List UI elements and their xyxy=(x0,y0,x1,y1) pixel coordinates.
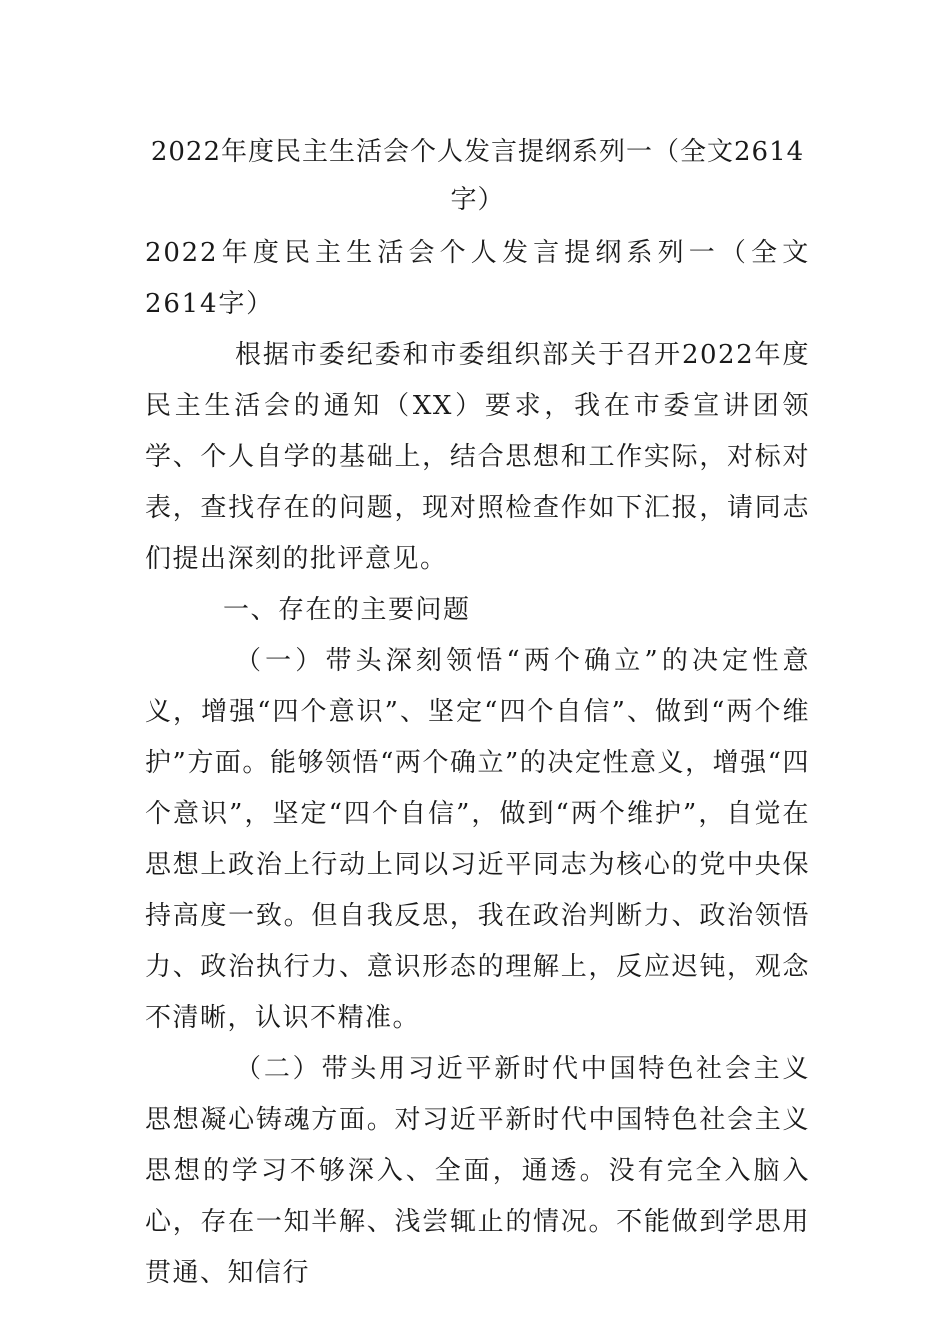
problem-item-2: （二）带头用习近平新时代中国特色社会主义思想凝心铸魂方面。对习近平新时代中国特色社会主义思想的学习不够深入、全面，通透。没有完全入脑入心，存在一知半解、浅尝辄止的情况。不能做到学思用贯通、知信行 xyxy=(145,1054,810,1288)
document-title: 2022年度民主生活会个人发言提纲系列一（全文2614字） xyxy=(150,137,805,215)
repeated-title: 2022年度民主生活会个人发言提纲系列一（全文 2614字） xyxy=(145,238,810,319)
section-heading-problems: 一、存在的主要问题 xyxy=(223,595,471,625)
document-body xyxy=(145,228,810,1299)
problem-item-1: （一）带头深刻领悟“两个确立”的决定性意义，增强“四个意识”、坚定“四个自信”、做到“两个维护”方面。能够领悟“两个确立”的决定性意义，增强“四个意识”，坚定“四个自信”，做到“两个维护”，自觉在思想上政治上行动上同以习近平同志为核心的党中央保持高度一致。但自我反思，我在政治判断力、政治领悟力、政治执行力、意识形态的理解上，反应迟钝，观念不清晰，认识不精准。 xyxy=(145,646,810,1033)
intro-paragraph: 根据市委纪委和市委组织部关于召开2022年度民主生活会的通知（XX）要求，我在市委宣讲团领学、个人自学的基础上，结合思想和工作实际，对标对表，查找存在的问题，现对照检查作如下汇报，请同志们提出深刻的批评意见。 xyxy=(145,340,810,574)
